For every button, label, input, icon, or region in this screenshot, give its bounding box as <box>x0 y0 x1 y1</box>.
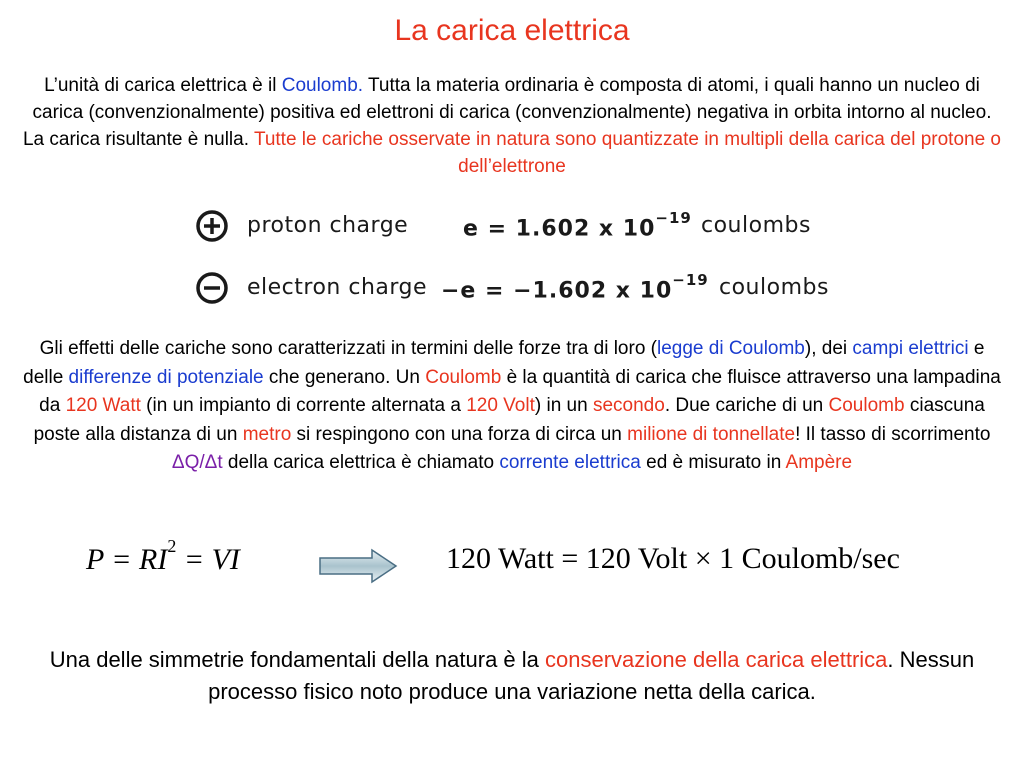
proton-charge-equation <box>463 209 692 242</box>
power-formula-exponent: 2 <box>167 536 177 556</box>
electron-charge-value: −e = −1.602 x 10 <box>441 278 673 304</box>
power-formula-rhs: = VI <box>176 543 240 576</box>
charge-conservation-term: conservazione della carica elettrica <box>545 647 888 672</box>
effects-text: Gli effetti delle cariche sono caratterizzati in termini delle forze tra di loro ( <box>39 338 657 359</box>
minus-circle-icon <box>195 271 229 305</box>
conservation-text: Una delle simmetrie fondamentali della natura è la <box>49 647 546 672</box>
electron-charge-label: electron charge <box>247 275 428 300</box>
coulomb-term: Coulomb. <box>281 75 364 96</box>
effects-text: è la quantità di carica che fluisce attraverso una lampadina da <box>39 366 1001 416</box>
electric-current-term: corrente elettrica <box>499 452 641 473</box>
intro-text-1: L’unità di carica elettrica è il <box>44 75 282 96</box>
proton-charge-unit: coulombs <box>701 213 811 238</box>
potential-difference-term: differenze di potenziale <box>68 366 264 388</box>
effects-text: ) in un <box>534 395 593 416</box>
power-formula-lhs: P = RI <box>86 543 168 576</box>
effects-text: e delle <box>23 338 985 388</box>
flow-rate-term: ΔQ/Δt <box>171 452 223 473</box>
metre-term: metro <box>242 423 292 445</box>
effects-text: si respingono con una forza di circa un <box>291 423 628 445</box>
electron-charge-equation <box>441 271 709 304</box>
effects-text: . Due cariche di un <box>664 395 829 416</box>
effects-text: della carica elettrica è chiamato <box>222 452 500 473</box>
effects-text: ! Il tasso di scorrimento <box>795 423 991 445</box>
slide-title: La carica elettrica <box>394 14 630 47</box>
proton-charge-row <box>195 205 855 249</box>
volt-term: 120 Volt <box>466 395 535 416</box>
effects-paragraph <box>20 335 1004 478</box>
watt-formula: 120 Watt = 120 Volt × 1 Coulomb/sec <box>446 542 900 575</box>
electron-charge-exponent: −19 <box>672 271 709 289</box>
effects-text: che generano. Un <box>263 366 426 388</box>
charge-values-figure <box>195 205 855 315</box>
effects-text: ed è misurato in <box>640 452 786 473</box>
effects-text: ), dei <box>804 338 853 359</box>
electric-fields-term: campi elettrici <box>852 338 969 359</box>
proton-charge-exponent: −19 <box>655 209 692 227</box>
effects-text: ciascuna poste alla distanza di un <box>33 395 985 445</box>
electron-charge-unit: coulombs <box>719 275 829 300</box>
coulomb-law-term: legge di Coulomb <box>657 338 805 359</box>
electron-charge-row <box>195 267 855 311</box>
conservation-text: . Nessun processo fisico noto produce una variazione netta della carica. <box>208 647 975 704</box>
coulomb-term: Coulomb <box>828 395 905 416</box>
proton-charge-value: e = 1.602 x 10 <box>463 216 656 242</box>
proton-charge-label: proton charge <box>247 213 409 238</box>
second-term: secondo <box>592 395 665 416</box>
power-formula <box>86 536 240 577</box>
ampere-term: Ampère <box>785 452 853 473</box>
watt-term: 120 Watt <box>65 395 141 416</box>
plus-circle-icon <box>195 209 229 243</box>
quantization-statement: Tutte le cariche osservate in natura sono quantizzate in multipli della carica del protone o dell’elettrone <box>253 129 1001 177</box>
coulomb-term: Coulomb <box>425 366 502 388</box>
right-arrow-icon <box>318 548 398 584</box>
intro-text-2: Tutta la materia ordinaria è composta di atomi, i quali hanno un nucleo di carica (convenzionalmente) positiva ed elettroni di carica (convenzionalmente) negativa in orbita intorno al nucleo. La carica risultante è nulla. <box>22 75 992 150</box>
conservation-paragraph <box>20 644 1004 708</box>
million-tonnes-term: milione di tonnellate <box>627 423 796 445</box>
intro-paragraph <box>20 72 1004 180</box>
effects-text: (in un impianto di corrente alternata a <box>140 395 467 416</box>
